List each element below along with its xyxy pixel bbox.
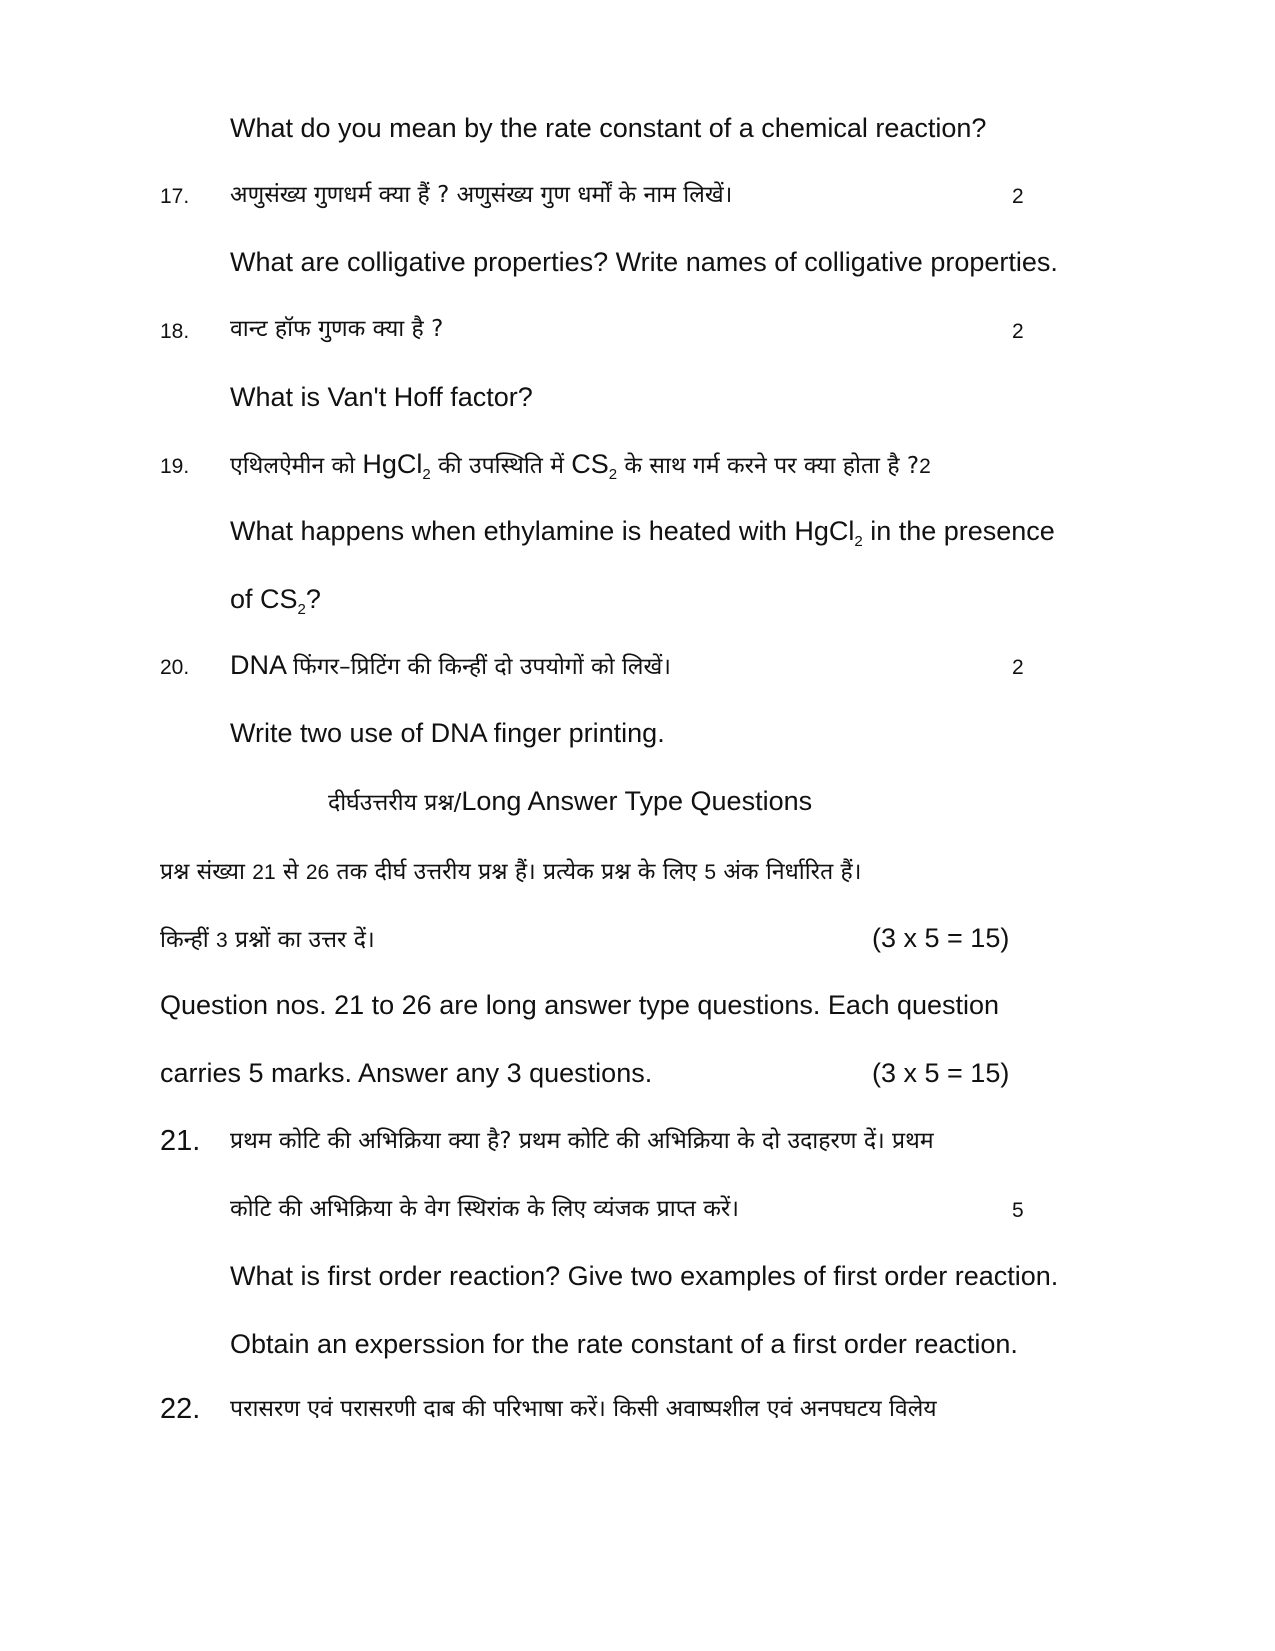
q19-hgcl-formula: HgCl: [362, 449, 423, 479]
q20-english-text: Write two use of DNA finger printing.: [230, 718, 665, 748]
instructions-hindi-marks-formula: (3 x 5 = 15): [872, 923, 1010, 953]
q17-english-text: What are colligative properties? Write names of colligative properties.: [230, 247, 1058, 277]
q20-marks: 2: [1012, 656, 1024, 679]
q16-english-text: What do you mean by the rate constant of a chemical reaction?: [230, 113, 987, 143]
q19-english-line-1: [230, 514, 1055, 548]
section-heading-english: Long Answer Type Questions: [461, 786, 813, 816]
q20-hindi-line: [230, 648, 671, 684]
q19-marks: 2: [919, 455, 931, 478]
q19-cs-subscript: 2: [608, 466, 618, 483]
instructions-hindi-line-2: [160, 921, 375, 958]
q19-english-hgcl: HgCl: [794, 516, 855, 546]
q19-english-hgcl-subscript: 2: [854, 533, 863, 550]
q19-english-line-2: [230, 582, 321, 616]
q19-hindi-part-a: एथिलऐमीन को: [230, 453, 363, 479]
q17-marks: 2: [1012, 185, 1024, 208]
instr-hindi-1d: अंक निर्धारित हैं।: [716, 859, 862, 885]
q21-english-line-2: Obtain an experssion for the rate constant of a first order reaction.: [230, 1329, 1018, 1359]
q21-english-line-1: What is first order reaction? Give two examples of first order reaction.: [230, 1261, 1059, 1291]
q20-hindi-text: फिंगर–प्रिटिंग की किन्हीं दो उपयोगों को लिखें।: [293, 654, 672, 680]
instr-hindi-1b: से: [275, 859, 306, 885]
q19-english-part-c: of: [230, 584, 261, 614]
q18-number: 18.: [160, 320, 190, 343]
q20-number: 20.: [160, 656, 190, 679]
q22-hindi-line-1: परासरण एवं परासरणी दाब की परिभाषा करें। किसी अवाष्पशील एवं अनपघटय विलेय: [230, 1396, 937, 1422]
q19-english-cs-subscript: 2: [297, 601, 306, 618]
q18-marks: 2: [1012, 320, 1024, 343]
instructions-english-line-1: Question nos. 21 to 26 are long answer type questions. Each question: [160, 990, 1000, 1020]
q19-english-cs: CS: [260, 584, 298, 614]
q20-dna-label: DNA: [230, 650, 294, 680]
q19-number: 19.: [160, 455, 190, 478]
instr-number-21: 21: [252, 861, 276, 884]
q21-marks: 5: [1012, 1199, 1024, 1222]
q22-number: 22.: [160, 1393, 201, 1425]
q19-english-part-a: What happens when ethylamine is heated with: [230, 516, 795, 546]
section-heading: [328, 784, 812, 820]
q19-english-part-d: ?: [305, 584, 321, 614]
instr-hindi-2a: किन्हीं: [160, 927, 216, 953]
q19-hgcl-subscript: 2: [422, 466, 431, 483]
instructions-hindi-line-1: [160, 853, 861, 890]
q21-hindi-line-1: प्रथम कोटि की अभिक्रिया क्या है? प्रथम कोटि की अभिक्रिया के दो उदाहरण दें। प्रथम: [230, 1128, 934, 1154]
q19-hindi-part-c: के साथ गर्म करने पर क्या होता है ?: [617, 453, 920, 479]
instr-hindi-1c: तक दीर्घ उत्तरीय प्रश्न हैं। प्रत्येक प्रश्न के लिए: [329, 859, 705, 885]
section-heading-hindi: दीर्घउत्तरीय प्रश्न/: [328, 790, 462, 816]
instr-hindi-1a: प्रश्न संख्या: [160, 859, 253, 885]
q17-hindi-text: अणुसंख्य गुणधर्म क्या हैं ? अणुसंख्य गुण धर्मों के नाम लिखें।: [230, 182, 733, 208]
instr-number-3: 3: [215, 929, 228, 952]
q18-hindi-text: वान्ट हॉफ गुणक क्या है ?: [230, 316, 444, 342]
q19-hindi-line: [230, 447, 931, 484]
instr-hindi-2b: प्रश्नों का उत्तर दें।: [227, 927, 375, 953]
instr-number-26: 26: [305, 861, 330, 884]
q18-english-text: What is Van't Hoff factor?: [230, 382, 533, 412]
q19-english-part-b: in the presence: [862, 516, 1055, 546]
q17-number: 17.: [160, 185, 190, 208]
instructions-english-marks-formula: (3 x 5 = 15): [872, 1058, 1010, 1088]
q21-hindi-line-2: कोटि की अभिक्रिया के वेग स्थिरांक के लिए व्यंजक प्राप्त करें।: [230, 1196, 739, 1222]
q19-hindi-part-b: की उपस्थिति में: [430, 453, 572, 479]
instr-number-5: 5: [704, 861, 717, 884]
instructions-english-line-2: carries 5 marks. Answer any 3 questions.: [160, 1058, 653, 1088]
q19-cs-formula: CS: [571, 449, 609, 479]
q21-number: 21.: [160, 1125, 201, 1157]
